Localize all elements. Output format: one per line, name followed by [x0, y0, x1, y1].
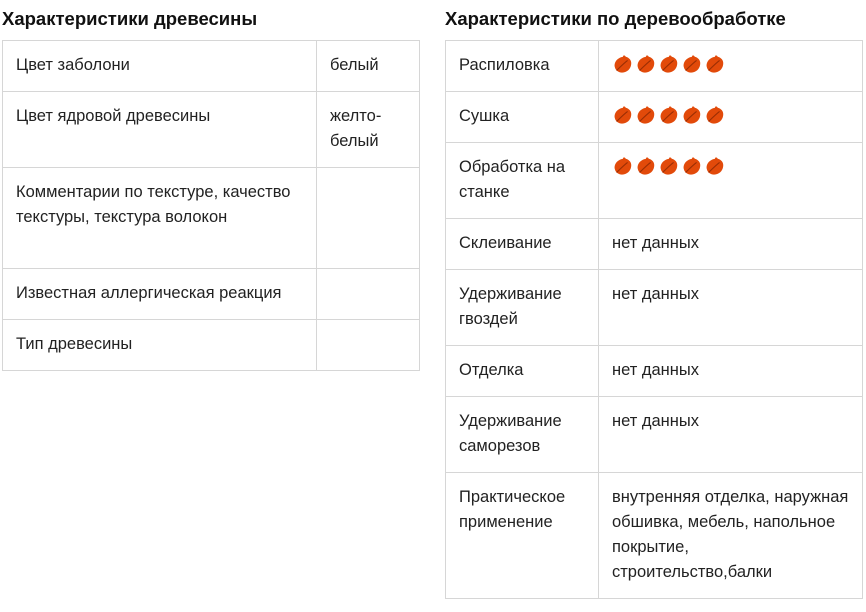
- leaf-icon: [635, 54, 657, 76]
- table-row: [446, 270, 863, 346]
- leaf-icon: [635, 105, 657, 127]
- rating-cell: [599, 143, 863, 219]
- table-row: [3, 168, 420, 269]
- table-row: [3, 41, 420, 92]
- leaf-icon: [612, 156, 634, 178]
- row-value: [317, 320, 420, 371]
- leaf-icon: [681, 156, 703, 178]
- rating-cell: [599, 92, 863, 143]
- row-label: Удерживание гвоздей: [446, 270, 599, 346]
- leaf-icon: [658, 156, 680, 178]
- woodworking-table: [445, 40, 863, 599]
- table-row: [3, 320, 420, 371]
- leaf-icon: [704, 156, 726, 178]
- row-label: Распиловка: [446, 41, 599, 92]
- row-value: внутренняя отделка, наружная обшивка, мебель, напольное покрытие, строительство,балки: [599, 473, 863, 599]
- row-value: желто-белый: [317, 92, 420, 168]
- leaf-rating: [612, 53, 849, 76]
- row-value: белый: [317, 41, 420, 92]
- row-value: нет данных: [599, 270, 863, 346]
- table-row: [446, 219, 863, 270]
- leaf-icon: [704, 105, 726, 127]
- leaf-icon: [681, 105, 703, 127]
- row-value: [317, 269, 420, 320]
- leaf-icon: [681, 54, 703, 76]
- row-label: Удерживание саморезов: [446, 397, 599, 473]
- leaf-icon: [658, 54, 680, 76]
- row-label: Сушка: [446, 92, 599, 143]
- row-label: Склеивание: [446, 219, 599, 270]
- row-label: Цвет заболони: [3, 41, 317, 92]
- row-value: [317, 168, 420, 269]
- table-row: [3, 92, 420, 168]
- leaf-icon: [612, 105, 634, 127]
- leaf-icon: [635, 156, 657, 178]
- row-label: Комментарии по текстуре, качество текстуры, текстура волокон: [3, 168, 317, 269]
- table-row: [446, 346, 863, 397]
- rating-cell: [599, 41, 863, 92]
- table-row: [446, 41, 863, 92]
- wood-characteristics-title: Характеристики древесины: [2, 8, 258, 29]
- row-label: Отделка: [446, 346, 599, 397]
- leaf-rating: [612, 155, 849, 178]
- woodworking-section: [445, 0, 863, 599]
- table-row: [446, 143, 863, 219]
- woodworking-title: Характеристики по деревообработке: [445, 8, 786, 29]
- row-label: Тип древесины: [3, 320, 317, 371]
- leaf-icon: [612, 54, 634, 76]
- table-row: [446, 473, 863, 599]
- row-label: Практическое применение: [446, 473, 599, 599]
- row-label: Обработка на станке: [446, 143, 599, 219]
- wood-characteristics-table: [2, 40, 420, 371]
- row-value: нет данных: [599, 219, 863, 270]
- table-row: [446, 397, 863, 473]
- table-row: [446, 92, 863, 143]
- wood-characteristics-section: [2, 0, 420, 371]
- leaf-icon: [658, 105, 680, 127]
- table-row: [3, 269, 420, 320]
- row-label: Известная аллергическая реакция: [3, 269, 317, 320]
- leaf-rating: [612, 104, 849, 127]
- leaf-icon: [704, 54, 726, 76]
- row-value: нет данных: [599, 397, 863, 473]
- row-label: Цвет ядровой древесины: [3, 92, 317, 168]
- row-value: нет данных: [599, 346, 863, 397]
